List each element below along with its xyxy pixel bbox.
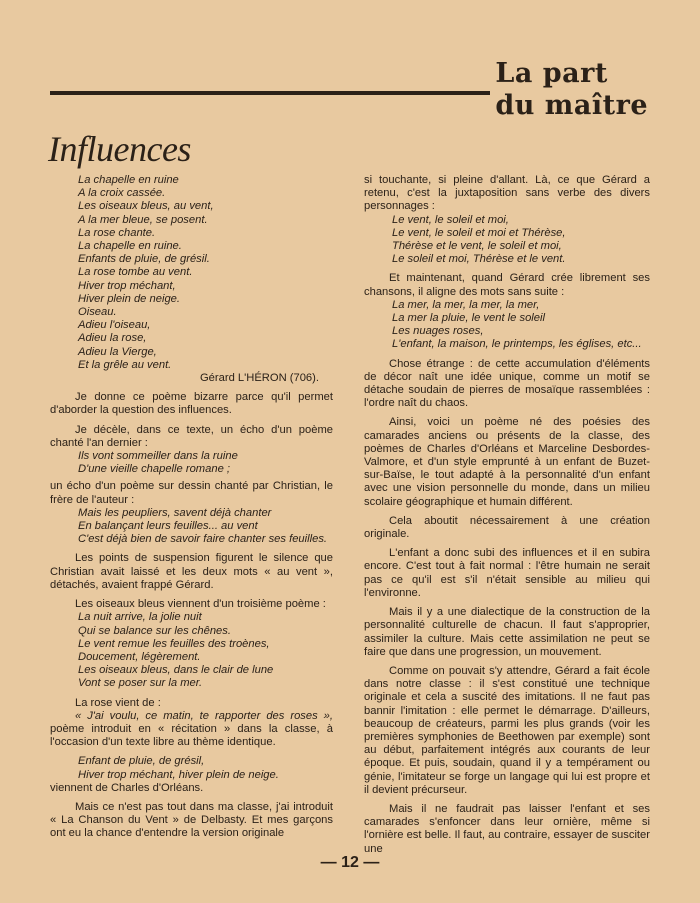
quote: [50, 450, 333, 476]
paragraph: Je décèle, dans ce texte, un écho d'un poème chanté l'an dernier :: [50, 423, 333, 449]
quote-line: Hiver trop méchant, hiver plein de neige.: [78, 768, 279, 781]
paragraph: Ainsi, voici un poème né des poésies des camarades anciens ou présents de la classe, des poèmes de Charles d'Orléans et Marceline Desbordes-Valmore, et d'un style emprunté à un enfant de Buzet-sur-Baïse, le tout adapté à la personnalité d'un enfant avec une vision personnelle du monde, dans un milieu scolaire géographique et humain différent.: [364, 416, 650, 508]
quote-line: Doucement, légèrement.: [78, 650, 201, 663]
inline-quote: « J'ai voulu, ce matin, te rapporter des roses »,: [75, 709, 333, 722]
paragraph: si touchante, si pleine d'allant. Là, ce que Gérard a retenu, c'est la juxtaposition sans verbe des divers personnages :: [364, 174, 650, 213]
poem-line: Oiseau.: [78, 306, 117, 319]
quote-line: Thérèse et le vent, le soleil et moi,: [392, 240, 562, 253]
paragraph: Les oiseaux bleus viennent d'un troisième poème :: [75, 598, 326, 611]
paragraph: Chose étrange : de cette accumulation d'éléments de décor naît une idée unique, comme un motif se détache soudain de pierres de mosaïque rassemblées : l'ordre naît du chaos.: [364, 357, 650, 410]
quote-line: Ils vont sommeiller dans la ruine: [78, 450, 238, 463]
quote-line: C'est déjà bien de savoir faire chanter ses feuilles.: [78, 533, 328, 546]
quote-line: La nuit arrive, la jolie nuit: [78, 611, 202, 624]
paragraph: Comme on pouvait s'y attendre, Gérard a fait école dans notre classe : il s'est constitué une technique originale et cela a suscité des imitations. Il ne faut pas bannir l'imitation : elle permet le démarrage. D'ailleurs, beaucoup de créateurs, parmi les plus grands (voir les premières symphonies de Beethowen par exemple) sont au début, parfaitement intégrés aux courants de leur époque. Et puis, soudain, quand il y a tempérament ou génie, l'imitateur se forge un langage qui lui est propre et il devient précurseur.: [364, 664, 650, 796]
quote-line: La mer, la mer, la mer, la mer,: [392, 298, 540, 311]
poem-line: Hiver trop méchant,: [78, 279, 176, 292]
section-title-line-1: La part: [495, 58, 608, 89]
quote-line: Le vent, le soleil et moi et Thérèse,: [392, 226, 566, 239]
poem-line: Adieu la Vierge,: [78, 345, 157, 358]
article-title: Influences: [48, 129, 191, 169]
paragraph: Mais ce n'est pas tout dans ma classe, j'ai introduit « La Chanson du Vent » de Delbasty. Et mes garçons ont eu la chance d'entendre la version originale: [50, 800, 333, 840]
paragraph: La rose vient de :: [75, 696, 161, 709]
paragraph: viennent de Charles d'Orléans.: [50, 781, 204, 794]
quote-line: Les oiseaux bleus, dans le clair de lune: [78, 664, 274, 677]
quote-line: L'enfant, la maison, le printemps, les églises, etc...: [392, 338, 642, 351]
header-rule: [50, 91, 490, 95]
section-title-line-2: du maître: [495, 90, 648, 121]
page-number: — 12 —: [320, 854, 380, 871]
poem: [50, 174, 333, 372]
left-column: [50, 174, 333, 841]
quote-line: Le vent remue les feuilles des troènes,: [78, 637, 270, 650]
paragraph: Mais il y a une dialectique de la construction de la personnalité culturelle de chacun. Il faut s'approprier, assimiler la culture. Mais cette assimilation ne peut se faire que dans une progression, un mouvement.: [364, 606, 650, 658]
poem-line: La rose chante.: [78, 226, 156, 239]
quote-line: Enfant de pluie, de grésil,: [78, 755, 205, 768]
paragraph: Cela aboutit nécessairement à une création originale.: [364, 514, 650, 541]
poem-line: A la mer bleue, se posent.: [78, 213, 208, 226]
quote: [50, 611, 333, 690]
quote-line: En balançant leurs feuilles... au vent: [78, 520, 258, 533]
poem-line: Et la grêle au vent.: [78, 358, 172, 371]
poem-line: Enfants de pluie, de grésil.: [78, 253, 210, 266]
quote-line: Les nuages roses,: [392, 325, 484, 338]
quote: [50, 507, 333, 547]
section-title: [495, 58, 648, 122]
paragraph: Je donne ce poème bizarre parce qu'il permet d'aborder la question des influences.: [50, 391, 333, 417]
paragraph-text: poème introduit en « récitation » dans la classe, à l'occasion d'un texte libre au thème identique.: [50, 722, 333, 749]
paragraph: Et maintenant, quand Gérard crée librement ses chansons, il aligne des mots sans suite :: [364, 272, 650, 298]
quote-line: Vont se poser sur la mer.: [78, 677, 203, 690]
poem-line: La rose tombe au vent.: [78, 266, 193, 279]
paragraph: L'enfant a donc subi des influences et il en subira encore. C'est tout à fait normal : l'être humain ne serait pas ce qu'il est s'il n'était sensible au milieu qui l'environne.: [364, 547, 650, 599]
quote-line: D'une vieille chapelle romane ;: [78, 463, 231, 476]
poem-line: Les oiseaux bleus, au vent,: [78, 200, 214, 213]
poem-line: Adieu la rose,: [78, 332, 147, 345]
quote: [364, 299, 650, 352]
quote-line: Mais les peupliers, savent déjà chanter: [78, 506, 272, 519]
quote-line: Le vent, le soleil et moi,: [392, 213, 509, 226]
right-column: [364, 174, 650, 856]
paragraph: un écho d'un poème sur dessin chanté par Christian, le frère de l'auteur :: [50, 480, 333, 506]
paragraph: Mais il ne faudrait pas laisser l'enfant et ses camarades s'enfoncer dans leur ornière, même si l'ornière est belle. Il faut, au contraire, essayer de susciter une: [364, 802, 650, 855]
quote-line: La mer la pluie, le vent le soleil: [392, 312, 545, 325]
poem-line: A la croix cassée.: [78, 187, 166, 200]
paragraph: Les points de suspension figurent le silence que Christian avait laissé et les deux mots « au vent », détachés, avaient frappé Gérard.: [50, 552, 333, 591]
quote: [50, 755, 333, 781]
poem-line: La chapelle en ruine.: [78, 240, 182, 253]
poem-line: La chapelle en ruine: [78, 174, 179, 186]
quote: [364, 214, 650, 267]
poem-line: Adieu l'oiseau,: [78, 319, 151, 332]
paragraph: [50, 710, 333, 750]
poem-credit: Gérard L'HÉRON (706).: [199, 372, 319, 385]
poem-line: Hiver plein de neige.: [78, 292, 180, 305]
quote-line: Le soleil et moi, Thérèse et le vent.: [392, 253, 566, 266]
quote-line: Qui se balance sur les chênes.: [78, 624, 231, 637]
